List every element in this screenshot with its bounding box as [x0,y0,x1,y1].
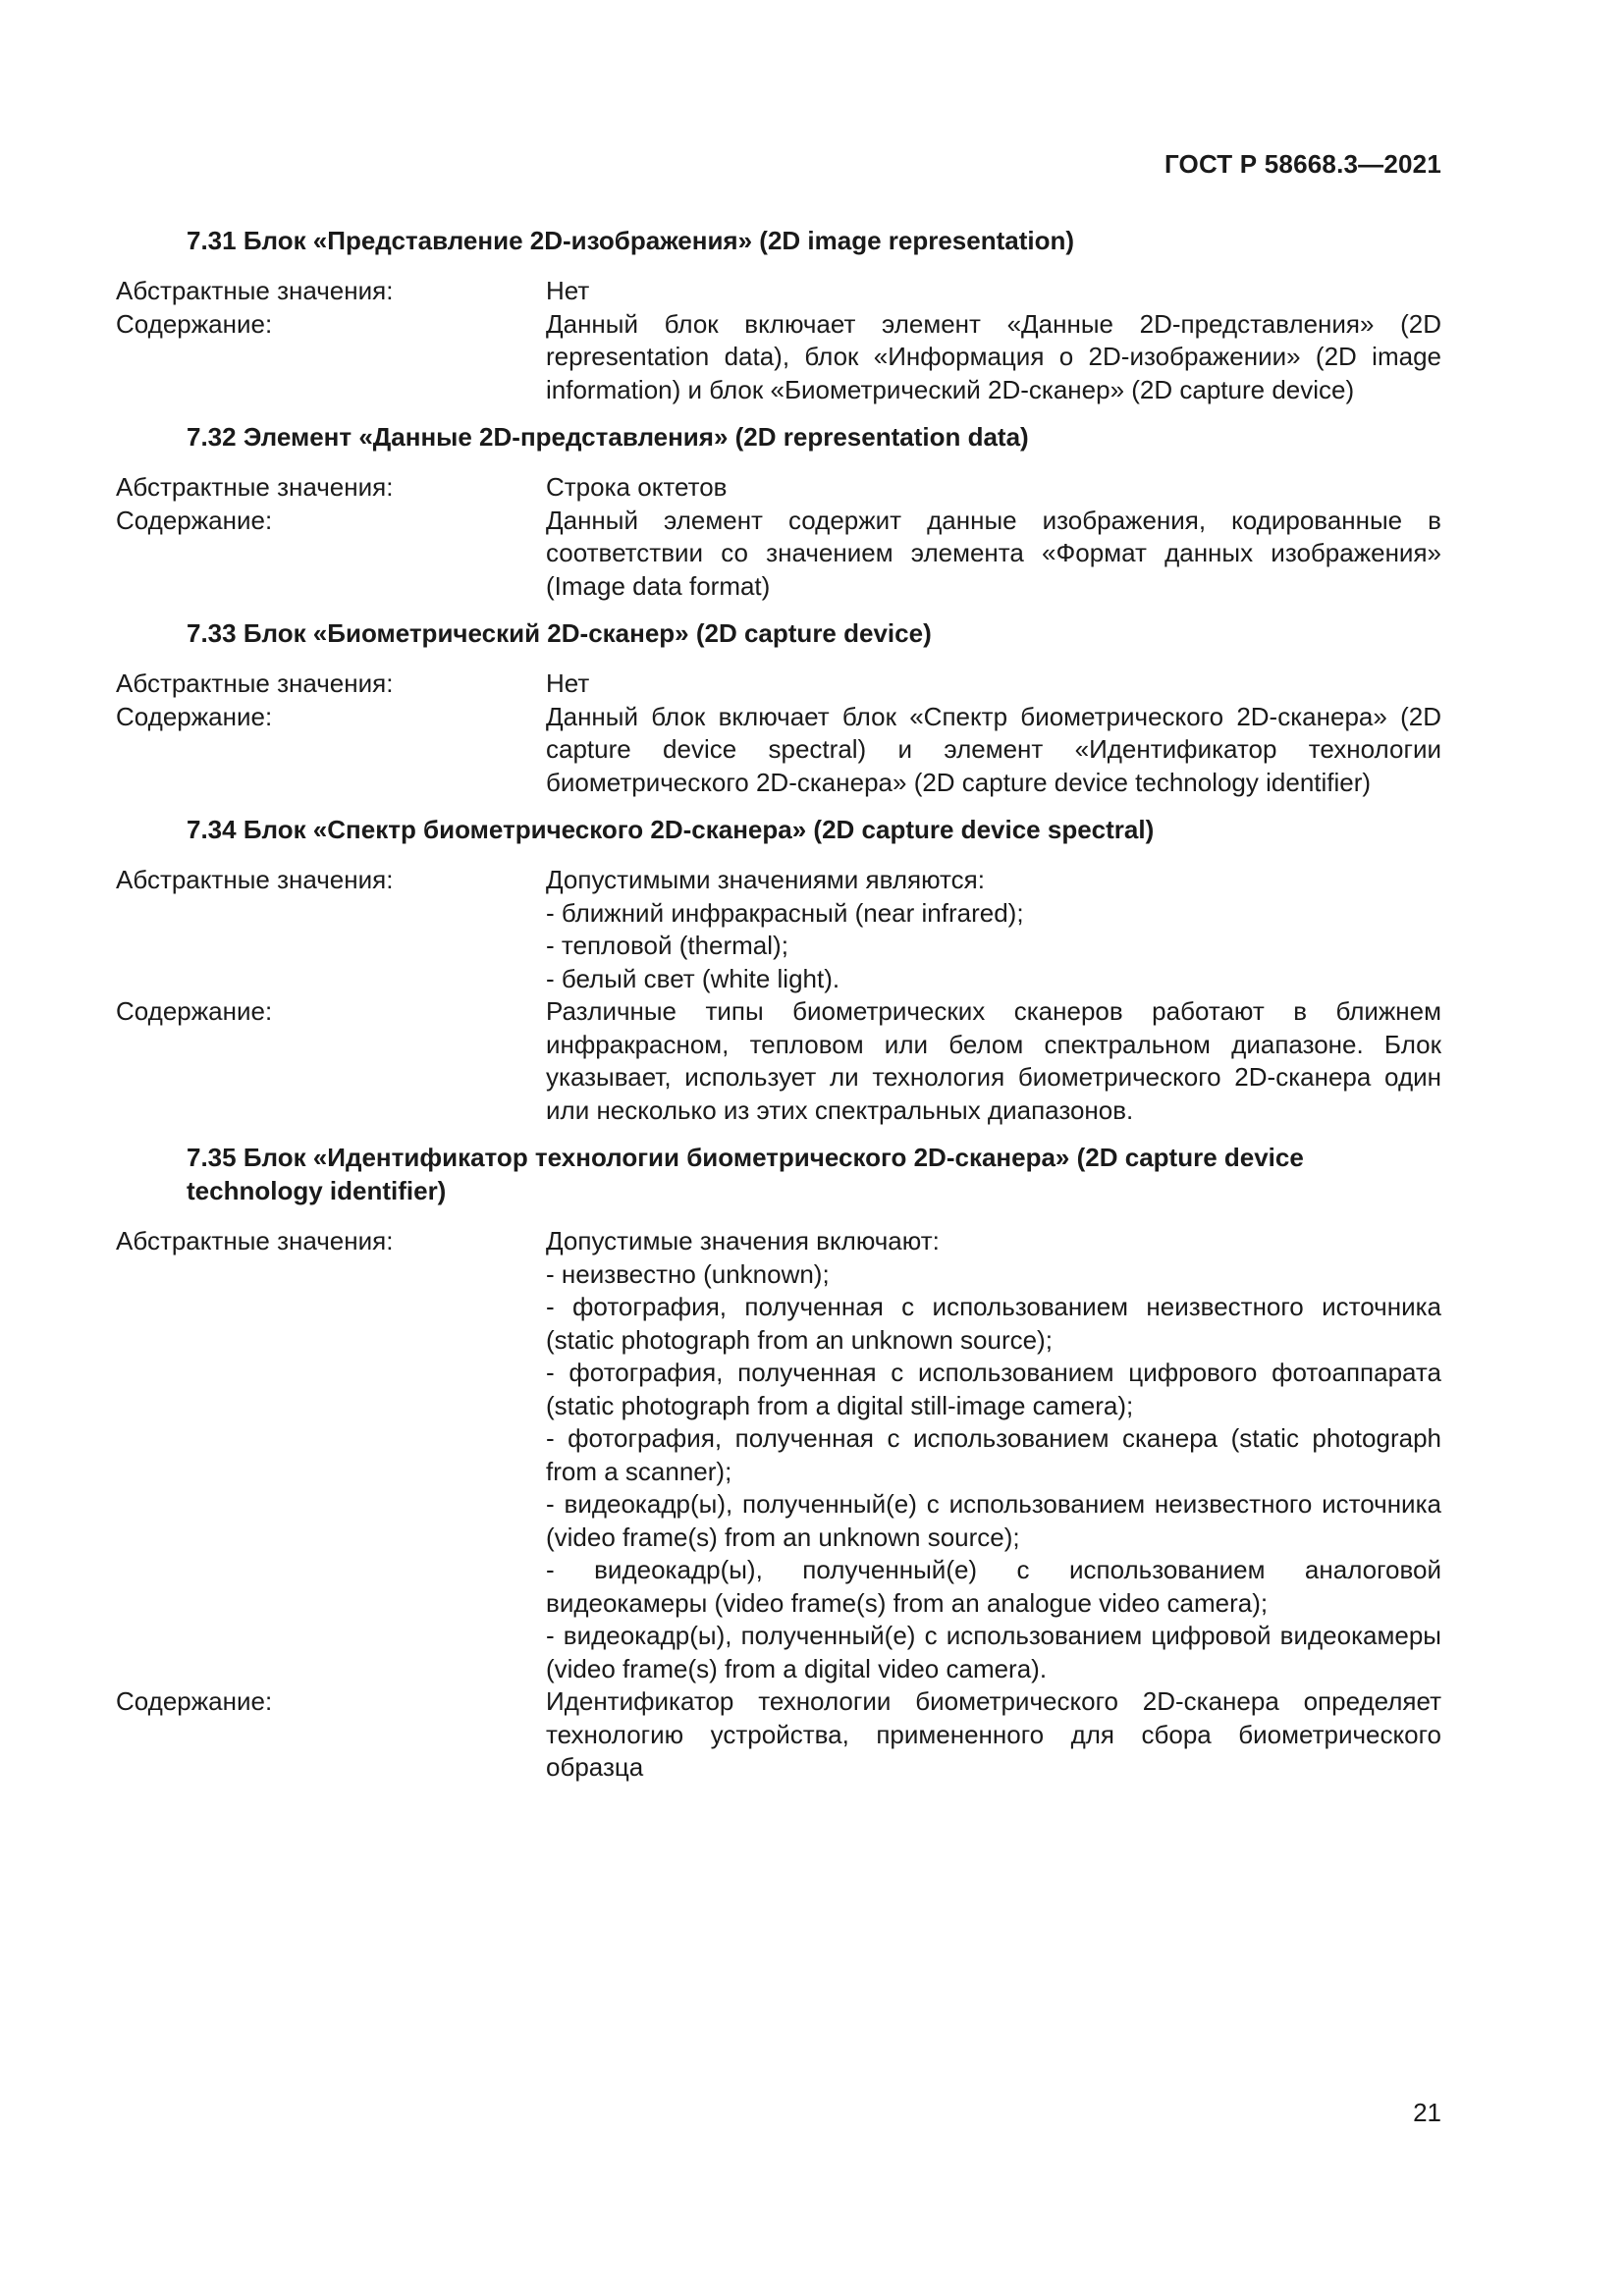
field-label: Содержание: [116,505,273,535]
section-7-33 [116,616,1441,799]
list-item: - тепловой (thermal); [546,931,788,960]
field-label: Абстрактные значения: [116,865,394,894]
section-title: 7.32 Элемент «Данные 2D-представления» (2D representation data) [187,422,1029,452]
field-label: Содержание: [116,1686,273,1716]
list-item: Допустимые значения включают: [546,1226,940,1255]
field-value: Данный блок включает элемент «Данные 2D-представления» (2D representation data), блок «Информация о 2D-изображении» (2D image information) и блок «Биометрический 2D-сканер» (2D capture device) [546,308,1441,404]
field-label: Абстрактные значения: [116,668,394,698]
field-label: Содержание: [116,308,273,339]
section-title: 7.31 Блок «Представление 2D-изображения» (2D image representation) [187,226,1075,255]
field-abstract-values [116,1225,1441,1685]
section-title: 7.34 Блок «Спектр биометрического 2D-сканера» (2D capture device spectral) [187,815,1155,844]
field-value: Данный блок включает блок «Спектр биометрического 2D-сканера» (2D capture device spectral) и элемент «Идентификатор технологии биометрического 2D-сканера» (2D capture device technology identifier) [546,701,1441,797]
field-abstract-values [116,864,1441,995]
section-7-34 [116,813,1441,1127]
field-value: Нет [546,276,590,305]
field-label: Абстрактные значения: [116,276,394,305]
field-value: Нет [546,668,590,698]
field-value: Строка октетов [546,472,728,502]
field-content [116,995,1441,1127]
list-item: Допустимыми значениями являются: [546,865,985,894]
field-value-list [546,864,1441,995]
field-content [116,308,1441,407]
list-item: - белый свет (white light). [546,963,840,993]
list-item: - фотография, полученная с использованием неизвестного источника (static photograph from an unknown source); [546,1292,1441,1355]
field-abstract-values [116,275,1441,308]
field-value: Различные типы биометрических сканеров работают в ближнем инфракрасном, тепловом или белом спектральном диапазоне. Блок указывает, использует ли технология биометрического 2D-сканера один или несколько из этих спектральных диапазонов. [546,996,1441,1125]
page-number: 21 [1413,2098,1441,2127]
section-7-32 [116,420,1441,603]
section-title: 7.33 Блок «Биометрический 2D-сканер» (2D capture device) [187,618,932,648]
field-abstract-values [116,471,1441,505]
field-content [116,1685,1441,1785]
list-item: - фотография, полученная с использованием цифрового фотоаппарата (static photograph from a digital still-image camera); [546,1358,1441,1420]
section-title: 7.35 Блок «Идентификатор технологии биометрического 2D-сканера» (2D capture device technology identifier) [187,1143,1304,1205]
document-header: ГОСТ Р 58668.3—2021 [1164,149,1441,179]
section-7-35 [116,1141,1441,1785]
section-7-31 [116,224,1441,406]
document-body [116,224,1441,1798]
field-label: Содержание: [116,996,273,1026]
field-value-list [546,1225,1441,1685]
field-label: Абстрактные значения: [116,472,394,502]
field-label: Абстрактные значения: [116,1226,394,1255]
field-value: Идентификатор технологии биометрического 2D-сканера определяет технологию устройства, примененного для сбора биометрического образца [546,1686,1441,1782]
field-content [116,701,1441,800]
list-item: - ближний инфракрасный (near infrared); [546,897,1024,928]
field-value: Данный элемент содержит данные изображения, кодированные в соответствии со значением элемента «Формат данных изображения» (Image data format) [546,505,1441,601]
field-content [116,505,1441,604]
list-item: - видеокадр(ы), полученный(е) с использованием аналоговой видеокамеры (video frame(s) from an analogue video camera); [546,1555,1441,1618]
list-item: - неизвестно (unknown); [546,1258,830,1289]
list-item: - видеокадр(ы), полученный(е) с использованием неизвестного источника (video frame(s) from an unknown source); [546,1489,1441,1552]
field-abstract-values [116,667,1441,701]
list-item: - видеокадр(ы), полученный(е) с использованием цифровой видеокамеры (video frame(s) from a digital video camera). [546,1621,1441,1683]
list-item: - фотография, полученная с использованием сканера (static photograph from a scanner); [546,1423,1441,1486]
field-label: Содержание: [116,701,273,731]
